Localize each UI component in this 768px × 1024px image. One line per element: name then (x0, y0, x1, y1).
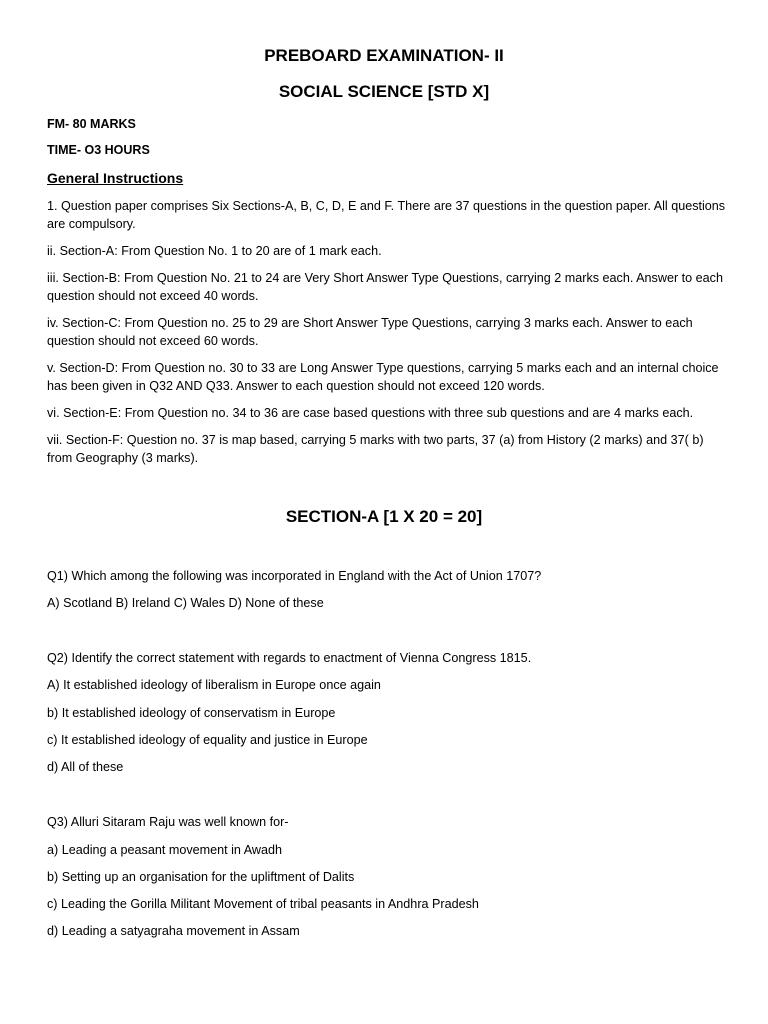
exam-time: TIME- O3 HOURS (47, 143, 150, 157)
question-q1: Q1) Which among the following was incorporated in England with the Act of Union 1707? (47, 569, 542, 583)
question-q2-option-b: b) It established ideology of conservatism in Europe (47, 706, 336, 720)
instruction-item: iii. Section-B: From Question No. 21 to 24 are Very Short Answer Type Questions, carrying 2 marks each. Answer to each question should not exceed 40 words. (47, 271, 723, 303)
question-q2: Q2) Identify the correct statement with regards to enactment of Vienna Congress 1815. (47, 651, 532, 665)
question-q1-options: A) Scotland B) Ireland C) Wales D) None of these (47, 596, 324, 610)
instructions-heading: General Instructions (47, 170, 184, 186)
question-q2-option-d: d) All of these (47, 760, 124, 774)
instruction-item: vi. Section-E: From Question no. 34 to 36 are case based questions with three sub questions and are 4 marks each. (47, 406, 694, 420)
question-q2-option-a: A) It established ideology of liberalism in Europe once again (47, 678, 381, 692)
instruction-item: 1. Question paper comprises Six Sections-A, B, C, D, E and F. There are 37 questions in the question paper. All questions are compulsory. (47, 199, 726, 231)
full-marks: FM- 80 MARKS (47, 117, 136, 131)
instruction-item: ii. Section-A: From Question No. 1 to 20 are of 1 mark each. (47, 244, 382, 258)
question-q3-option-c: c) Leading the Gorilla Militant Movement of tribal peasants in Andhra Pradesh (47, 897, 479, 911)
instruction-item: iv. Section-C: From Question no. 25 to 29 are Short Answer Type Questions, carrying 3 marks each. Answer to each question should not exceed 60 words. (47, 316, 693, 348)
question-q2-option-c: c) It established ideology of equality and justice in Europe (47, 733, 368, 747)
exam-subtitle: SOCIAL SCIENCE [STD X] (278, 82, 490, 101)
question-q3-option-b: b) Setting up an organisation for the upliftment of Dalits (47, 870, 355, 884)
question-q3-option-a: a) Leading a peasant movement in Awadh (47, 843, 283, 857)
question-q3-option-d: d) Leading a satyagraha movement in Assam (47, 924, 300, 938)
instruction-item: v. Section-D: From Question no. 30 to 33 are Long Answer Type questions, carrying 5 marks each and an internal choice has been given in Q32 AND Q33. Answer to each question should not exceed 120 words. (47, 361, 719, 393)
instruction-item: vii. Section-F: Question no. 37 is map based, carrying 5 marks with two parts, 37 (a) from History (2 marks) and 37( b) from Geography (3 marks). (47, 433, 704, 465)
section-a-title: SECTION-A [1 X 20 = 20] (285, 507, 483, 526)
exam-title: PREBOARD EXAMINATION- II (264, 46, 504, 65)
question-q3: Q3) Alluri Sitaram Raju was well known for- (47, 815, 289, 829)
